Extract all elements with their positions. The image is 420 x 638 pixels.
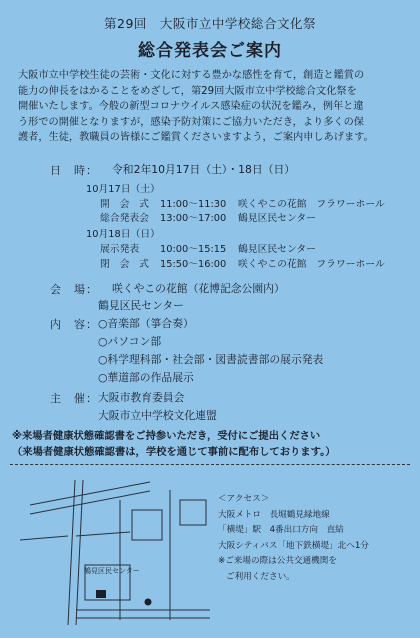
map-road (30, 482, 150, 505)
content-item: ○音楽部（箏合奏） (98, 317, 194, 330)
schedule-time: 11:00～11:30 (160, 199, 227, 210)
intro-line: 開催いたします。今般の新型コロナウイルス感染症の状況を鑑み，例年と違 (18, 101, 364, 112)
schedule-time: 15:50～16:00 (160, 259, 227, 270)
access-line: ご利用ください。 (226, 571, 295, 582)
schedule-time: 13:00～17:00 (160, 213, 227, 224)
notice-line: ※来場者健康状態確認書をご持参いただき，受付にご提出ください (12, 430, 321, 442)
intro-line: 大阪市立中学校生徒の芸術・文化に対する豊かな感性を育て，創造と鑑賞の (18, 70, 365, 81)
schedule-event: 総合発表会 (100, 213, 149, 224)
schedule-venue: 鶴見区民センター (238, 244, 316, 255)
map-block (180, 500, 206, 525)
access-line: 「横堤」駅 4番出口方向 直結 (218, 525, 344, 535)
schedule-row (100, 256, 385, 270)
content-label: 内 容： (50, 318, 98, 331)
access-info (218, 492, 408, 585)
schedule-event: 閉 会 式 (100, 259, 149, 270)
access-map (20, 470, 210, 630)
venue-line: 咲くやこの花館（花博記念公園内） (112, 282, 285, 295)
intro-line: 護者，生徒，教職員の皆様にご鑑賞くださいますよう，ご案内申しあげます。 (18, 132, 374, 143)
intro-line: う形での開催となりますが，感染予防対策にご協力いただき，より多くの保 (18, 116, 364, 128)
divider (10, 464, 410, 465)
map-road (68, 480, 75, 625)
map-venue-label: 鶴見区民センター (84, 567, 140, 575)
schedule-venue: 鶴見区民センター (238, 213, 316, 224)
map-block (132, 510, 162, 540)
content-item: ○パソコン部 (98, 335, 162, 348)
content-item: ○科学理科部・社会部・図書読書部の展示発表 (98, 353, 324, 366)
access-line: 大阪シティバス「地下鉄横堤」北へ1分 (218, 540, 369, 551)
date-label: 日 時： (50, 164, 98, 177)
host-line: 大阪市立中学校文化連盟 (98, 409, 217, 422)
venue-marker (96, 590, 106, 598)
day1-heading: 10月17日（土） (86, 184, 160, 195)
access-heading: ＜アクセス＞ (218, 494, 270, 504)
host-line: 大阪市教育委員会 (98, 391, 185, 404)
map-road (76, 480, 83, 625)
map-drawing (20, 470, 210, 630)
schedule-row (100, 196, 385, 210)
venue-line: 鶴見区民センター (98, 299, 184, 312)
schedule-time: 10:00～15:15 (160, 244, 227, 255)
access-line: 大阪メトロ 長堀鶴見緑地線 (218, 509, 330, 520)
date-value: 令和2年10月17日（土）・18日（日） (112, 163, 296, 176)
schedule-event: 展示発表 (100, 244, 140, 255)
venue-label: 会 場： (50, 283, 98, 296)
schedule-row (100, 241, 316, 255)
day2-heading: 10月18日（日） (86, 229, 160, 240)
map-road (20, 536, 68, 540)
schedule-venue: 咲くやこの花館 フラワーホール (238, 199, 385, 210)
schedule-event: 開 会 式 (100, 199, 149, 210)
notice-line: （来場者健康状態確認書は，学校を通じて事前に配布しております。） (12, 446, 336, 458)
schedule-row (100, 210, 316, 224)
station-marker (145, 599, 152, 606)
content-item: ○華道部の作品展示 (98, 371, 194, 384)
health-notice (12, 428, 408, 460)
access-line: ※ご来場の際は公共交通機関を (218, 556, 337, 566)
edition-heading: 第29回 大阪市立中学校総合文化祭 (104, 16, 316, 31)
schedule-venue: 咲くやこの花館 フラワーホール (238, 259, 385, 270)
intro-line: 能力の伸長をはかることをめざして，第29回大阪市立中学校総合文化祭を (18, 85, 357, 97)
intro-paragraph (18, 68, 406, 146)
page-title: 総合発表会ご案内 (138, 41, 282, 61)
map-road (76, 532, 130, 536)
host-label: 主 催： (50, 392, 98, 405)
